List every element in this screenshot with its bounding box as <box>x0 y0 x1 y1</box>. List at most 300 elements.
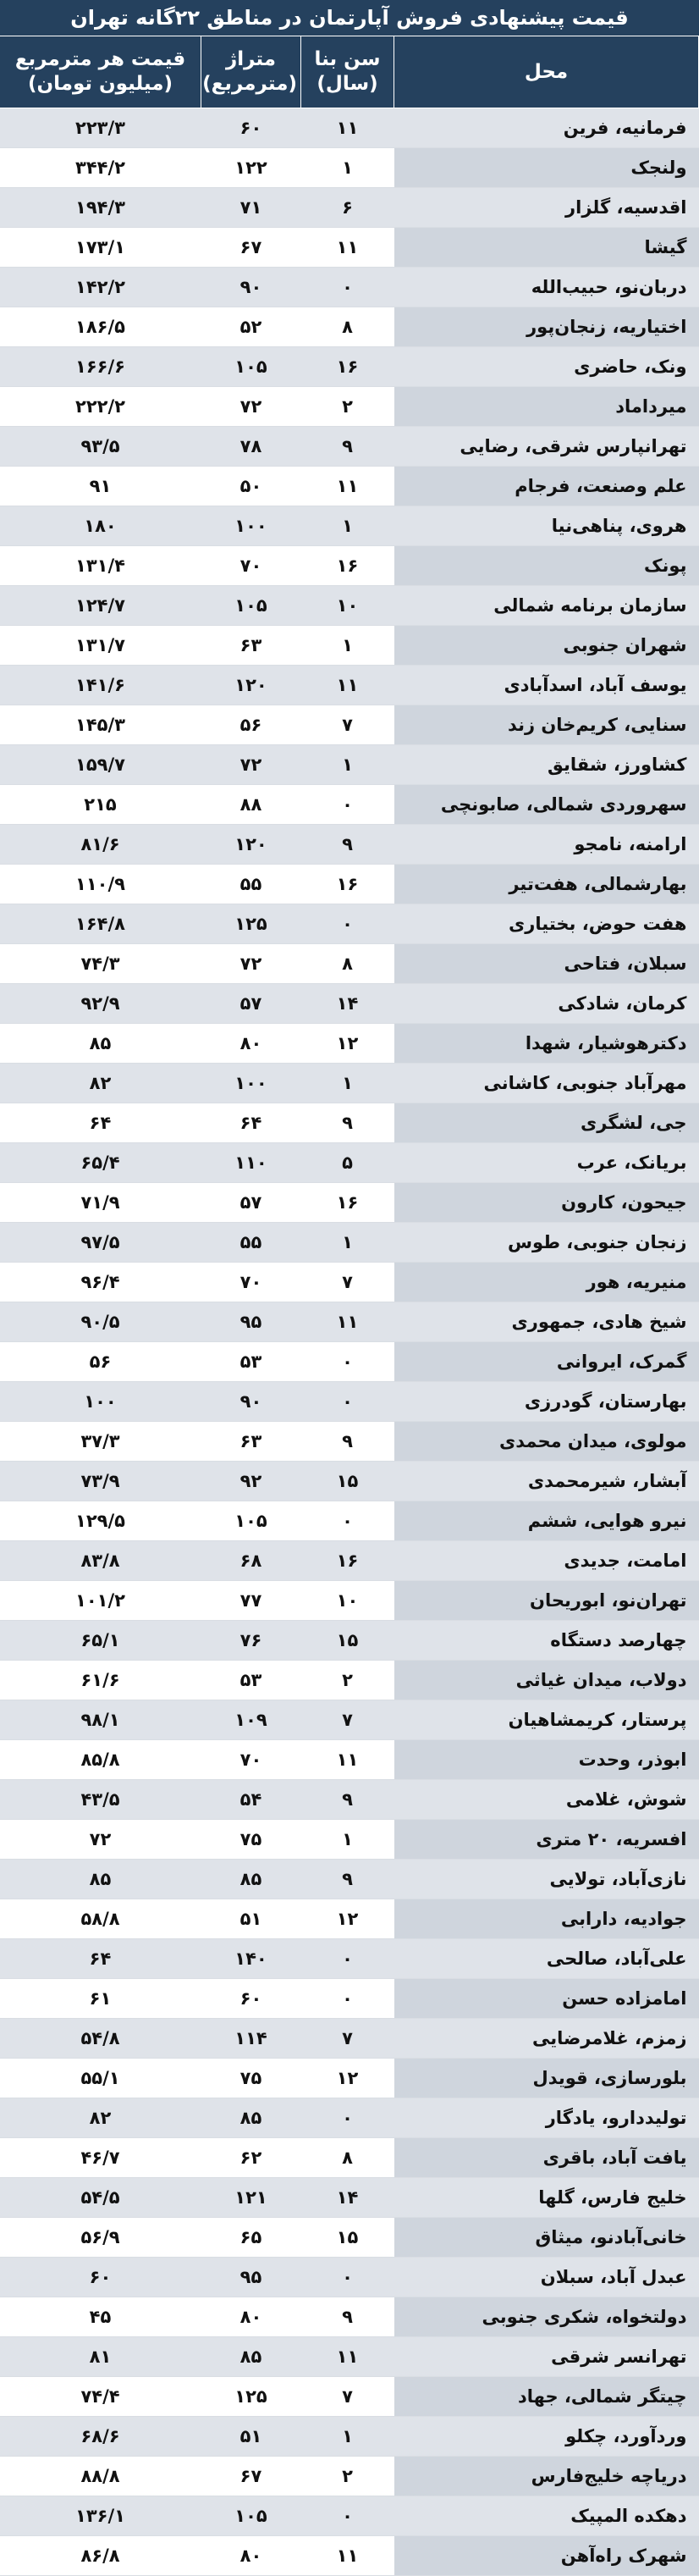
location-cell: تهرانپارس شرقی، رضایی <box>394 427 699 467</box>
area-cell: ۵۷ <box>201 984 301 1024</box>
table-row <box>0 944 699 984</box>
location-cell: دولتخواه، شکری جنوبی <box>394 2297 699 2337</box>
area-cell: ۱۲۰ <box>201 666 301 705</box>
building-age-cell: ۱ <box>301 1064 394 1103</box>
area-cell: ۶۷ <box>201 2457 301 2496</box>
building-age-cell: ۷ <box>301 2019 394 2059</box>
location-cell: منیریه، هور <box>394 1263 699 1302</box>
area-cell: ۱۲۵ <box>201 904 301 944</box>
location-cell: چهارصد دستگاه <box>394 1621 699 1661</box>
price-cell: ۵۸/۸ <box>0 1899 201 1939</box>
price-cell: ۶۴ <box>0 1103 201 1143</box>
table-row <box>0 467 699 506</box>
table-row <box>0 1700 699 1740</box>
location-cell: ولنجک <box>394 148 699 188</box>
location-cell: هفت حوض، بختیاری <box>394 904 699 944</box>
location-cell: آبشار، شیرمحمدی <box>394 1462 699 1501</box>
area-cell: ۱۰۵ <box>201 2496 301 2536</box>
building-age-cell: ۱۶ <box>301 546 394 586</box>
table-row <box>0 1899 699 1939</box>
price-cell: ۹۳/۵ <box>0 427 201 467</box>
table-row <box>0 2138 699 2178</box>
area-cell: ۸۸ <box>201 785 301 825</box>
area-cell: ۵۷ <box>201 1183 301 1223</box>
location-cell: علم وصنعت، فرجام <box>394 467 699 506</box>
table-row <box>0 1740 699 1780</box>
table-row <box>0 1223 699 1263</box>
price-cell: ۱۴۲/۲ <box>0 268 201 307</box>
building-age-cell: ۰ <box>301 2258 394 2297</box>
building-age-cell: ۰ <box>301 2496 394 2536</box>
area-cell: ۶۸ <box>201 1541 301 1581</box>
location-cell: شهران جنوبی <box>394 626 699 666</box>
building-age-cell: ۰ <box>301 1939 394 1979</box>
table-row <box>0 268 699 307</box>
area-cell: ۸۵ <box>201 2098 301 2138</box>
header-row <box>0 36 699 108</box>
area-cell: ۶۳ <box>201 1422 301 1462</box>
area-cell: ۷۰ <box>201 1740 301 1780</box>
table-row <box>0 228 699 268</box>
location-cell: تهرانسر شرقی <box>394 2337 699 2377</box>
price-cell: ۸۵ <box>0 1860 201 1899</box>
area-cell: ۶۲ <box>201 2138 301 2178</box>
price-cell: ۸۶/۸ <box>0 2536 201 2576</box>
price-cell: ۱۵۹/۷ <box>0 745 201 785</box>
location-cell: میرداماد <box>394 387 699 427</box>
table-row <box>0 347 699 387</box>
price-cell: ۹۰/۵ <box>0 1302 201 1342</box>
location-cell: بهارستان، گودرزی <box>394 1382 699 1422</box>
header-location: محل <box>394 36 699 108</box>
price-cell: ۵۴/۵ <box>0 2178 201 2218</box>
area-cell: ۹۰ <box>201 1382 301 1422</box>
price-cell: ۵۵/۱ <box>0 2059 201 2098</box>
area-cell: ۷۱ <box>201 188 301 228</box>
building-age-cell: ۱۱ <box>301 2337 394 2377</box>
location-cell: کرمان، شادکی <box>394 984 699 1024</box>
building-age-cell: ۲ <box>301 1661 394 1700</box>
area-cell: ۱۲۵ <box>201 2377 301 2417</box>
price-cell: ۸۵/۸ <box>0 1740 201 1780</box>
price-cell: ۷۴/۴ <box>0 2377 201 2417</box>
location-cell: علی‌آباد، صالحی <box>394 1939 699 1979</box>
building-age-cell: ۷ <box>301 705 394 745</box>
table-row <box>0 2218 699 2258</box>
area-cell: ۱۴۰ <box>201 1939 301 1979</box>
location-cell: جی، لشگری <box>394 1103 699 1143</box>
price-cell: ۸۸/۸ <box>0 2457 201 2496</box>
location-cell: وردآورد، چکلو <box>394 2417 699 2457</box>
table-row <box>0 2496 699 2536</box>
location-cell: شوش، غلامی <box>394 1780 699 1820</box>
table-row <box>0 1024 699 1064</box>
table-row <box>0 1820 699 1860</box>
header-price-per-sqm: قیمت هر مترمربع (میلیون تومان) <box>0 36 201 108</box>
building-age-cell: ۱۵ <box>301 1462 394 1501</box>
building-age-cell: ۰ <box>301 904 394 944</box>
building-age-cell: ۲ <box>301 2457 394 2496</box>
location-cell: جیحون، کارون <box>394 1183 699 1223</box>
price-cell: ۵۴/۸ <box>0 2019 201 2059</box>
area-cell: ۷۶ <box>201 1621 301 1661</box>
table-row <box>0 626 699 666</box>
building-age-cell: ۸ <box>301 2138 394 2178</box>
price-cell: ۱۲۴/۷ <box>0 586 201 626</box>
table-row <box>0 1342 699 1382</box>
area-cell: ۷۰ <box>201 1263 301 1302</box>
area-cell: ۸۵ <box>201 1860 301 1899</box>
area-cell: ۶۴ <box>201 1103 301 1143</box>
location-cell: سنایی، کریم‌خان زند <box>394 705 699 745</box>
price-cell: ۱۸۰ <box>0 506 201 546</box>
building-age-cell: ۱ <box>301 148 394 188</box>
table-row <box>0 2417 699 2457</box>
price-cell: ۱۱۰/۹ <box>0 865 201 904</box>
building-age-cell: ۹ <box>301 825 394 865</box>
building-age-cell: ۱۱ <box>301 108 394 148</box>
area-cell: ۱۱۰ <box>201 1143 301 1183</box>
table-row <box>0 2377 699 2417</box>
location-cell: امامزاده حسن <box>394 1979 699 2019</box>
price-cell: ۱۶۶/۶ <box>0 347 201 387</box>
area-cell: ۵۵ <box>201 1223 301 1263</box>
location-cell: اقدسیه، گلزار <box>394 188 699 228</box>
price-cell: ۸۵ <box>0 1024 201 1064</box>
price-cell: ۸۱ <box>0 2337 201 2377</box>
area-cell: ۱۲۰ <box>201 825 301 865</box>
area-cell: ۷۷ <box>201 1581 301 1621</box>
location-cell: یافت آباد، باقری <box>394 2138 699 2178</box>
table-row <box>0 1581 699 1621</box>
price-cell: ۱۳۱/۴ <box>0 546 201 586</box>
location-cell: تهران‌نو، ابوریحان <box>394 1581 699 1621</box>
table-row <box>0 307 699 347</box>
location-cell: بریانک، عرب <box>394 1143 699 1183</box>
price-cell: ۱۹۴/۳ <box>0 188 201 228</box>
location-cell: زنجان جنوبی، طوس <box>394 1223 699 1263</box>
building-age-cell: ۱۲ <box>301 2059 394 2098</box>
location-cell: دهکده المپیک <box>394 2496 699 2536</box>
area-cell: ۱۰۵ <box>201 1501 301 1541</box>
building-age-cell: ۰ <box>301 2098 394 2138</box>
building-age-cell: ۱۱ <box>301 1302 394 1342</box>
area-cell: ۸۵ <box>201 2337 301 2377</box>
building-age-cell: ۷ <box>301 1700 394 1740</box>
area-cell: ۷۲ <box>201 745 301 785</box>
building-age-cell: ۸ <box>301 944 394 984</box>
table-row <box>0 1501 699 1541</box>
location-cell: نازی‌آباد، تولایی <box>394 1860 699 1899</box>
area-cell: ۵۱ <box>201 2417 301 2457</box>
table-title: قیمت پیشنهادی فروش آپارتمان در مناطق ۲۲گانه تهران <box>0 0 699 36</box>
price-cell: ۶۸/۶ <box>0 2417 201 2457</box>
header-building-age: سن بنا (سال) <box>301 36 394 108</box>
table-row <box>0 1541 699 1581</box>
price-cell: ۲۱۵ <box>0 785 201 825</box>
building-age-cell: ۹ <box>301 1103 394 1143</box>
price-cell: ۱۲۹/۵ <box>0 1501 201 1541</box>
building-age-cell: ۷ <box>301 1263 394 1302</box>
building-age-cell: ۲ <box>301 387 394 427</box>
table-row <box>0 904 699 944</box>
table-row <box>0 705 699 745</box>
building-age-cell: ۷ <box>301 2377 394 2417</box>
building-age-cell: ۱ <box>301 626 394 666</box>
table-row <box>0 2457 699 2496</box>
table-row <box>0 108 699 148</box>
table-row <box>0 1302 699 1342</box>
area-cell: ۷۰ <box>201 546 301 586</box>
table-row <box>0 2019 699 2059</box>
location-cell: مهرآباد جنوبی، کاشانی <box>394 1064 699 1103</box>
table-row <box>0 1263 699 1302</box>
price-cell: ۷۲ <box>0 1820 201 1860</box>
price-cell: ۶۵/۴ <box>0 1143 201 1183</box>
building-age-cell: ۹ <box>301 1422 394 1462</box>
table-row <box>0 2178 699 2218</box>
area-cell: ۶۵ <box>201 2218 301 2258</box>
location-cell: افسریه، ۲۰ متری <box>394 1820 699 1860</box>
location-cell: مولوی، میدان محمدی <box>394 1422 699 1462</box>
price-cell: ۶۵/۱ <box>0 1621 201 1661</box>
table-row <box>0 1462 699 1501</box>
location-cell: زمزم، غلامرضایی <box>394 2019 699 2059</box>
building-age-cell: ۱۶ <box>301 347 394 387</box>
location-cell: بلورسازی، قویدل <box>394 2059 699 2098</box>
table-row <box>0 1621 699 1661</box>
location-cell: دکترهوشیار، شهدا <box>394 1024 699 1064</box>
table-row <box>0 2297 699 2337</box>
price-cell: ۷۴/۳ <box>0 944 201 984</box>
table-row <box>0 1064 699 1103</box>
location-cell: سازمان برنامه شمالی <box>394 586 699 626</box>
location-cell: خلیج فارس، گلها <box>394 2178 699 2218</box>
price-cell: ۲۲۳/۳ <box>0 108 201 148</box>
table-row <box>0 427 699 467</box>
area-cell: ۷۲ <box>201 387 301 427</box>
building-age-cell: ۱ <box>301 1820 394 1860</box>
location-cell: شهرک راه‌آهن <box>394 2536 699 2576</box>
building-age-cell: ۱۴ <box>301 984 394 1024</box>
table-row <box>0 1780 699 1820</box>
area-cell: ۵۶ <box>201 705 301 745</box>
table-row <box>0 2337 699 2377</box>
area-cell: ۶۷ <box>201 228 301 268</box>
building-age-cell: ۱۱ <box>301 1740 394 1780</box>
table-row <box>0 2059 699 2098</box>
building-age-cell: ۸ <box>301 307 394 347</box>
location-cell: ونک، حاضری <box>394 347 699 387</box>
location-cell: جوادیه، دارابی <box>394 1899 699 1939</box>
table-row <box>0 865 699 904</box>
price-cell: ۷۳/۹ <box>0 1462 201 1501</box>
building-age-cell: ۱ <box>301 745 394 785</box>
location-cell: دولاب، میدان غیاثی <box>394 1661 699 1700</box>
table-row <box>0 387 699 427</box>
area-cell: ۷۸ <box>201 427 301 467</box>
area-cell: ۸۰ <box>201 1024 301 1064</box>
table-row <box>0 825 699 865</box>
area-cell: ۹۰ <box>201 268 301 307</box>
location-cell: تولیددارو، یادگار <box>394 2098 699 2138</box>
building-age-cell: ۹ <box>301 1860 394 1899</box>
area-cell: ۹۵ <box>201 1302 301 1342</box>
table-row <box>0 586 699 626</box>
price-cell: ۱۸۶/۵ <box>0 307 201 347</box>
building-age-cell: ۰ <box>301 1342 394 1382</box>
area-cell: ۶۰ <box>201 1979 301 2019</box>
building-age-cell: ۱ <box>301 1223 394 1263</box>
area-cell: ۷۵ <box>201 2059 301 2098</box>
price-cell: ۹۸/۱ <box>0 1700 201 1740</box>
apartment-price-table <box>0 36 699 2576</box>
building-age-cell: ۱۲ <box>301 1024 394 1064</box>
price-cell: ۱۳۱/۷ <box>0 626 201 666</box>
table-row <box>0 785 699 825</box>
table-row <box>0 188 699 228</box>
location-cell: گمرک، ایروانی <box>394 1342 699 1382</box>
location-cell: هروی، پناهی‌نیا <box>394 506 699 546</box>
location-cell: دربان‌نو، حبیب‌الله <box>394 268 699 307</box>
building-age-cell: ۱۶ <box>301 1541 394 1581</box>
building-age-cell: ۱۱ <box>301 666 394 705</box>
area-cell: ۱۲۲ <box>201 148 301 188</box>
building-age-cell: ۱۰ <box>301 1581 394 1621</box>
building-age-cell: ۱ <box>301 506 394 546</box>
price-cell: ۹۱ <box>0 467 201 506</box>
area-cell: ۵۲ <box>201 307 301 347</box>
table-row <box>0 1382 699 1422</box>
price-cell: ۲۲۲/۲ <box>0 387 201 427</box>
building-age-cell: ۱۱ <box>301 228 394 268</box>
price-cell: ۹۲/۹ <box>0 984 201 1024</box>
building-age-cell: ۵ <box>301 1143 394 1183</box>
building-age-cell: ۱۰ <box>301 586 394 626</box>
building-age-cell: ۶ <box>301 188 394 228</box>
building-age-cell: ۱۶ <box>301 1183 394 1223</box>
location-cell: ابوذر، وحدت <box>394 1740 699 1780</box>
table-row <box>0 506 699 546</box>
building-age-cell: ۱۵ <box>301 2218 394 2258</box>
price-cell: ۱۴۵/۳ <box>0 705 201 745</box>
location-cell: فرمانیه، فرین <box>394 108 699 148</box>
area-cell: ۱۰۰ <box>201 1064 301 1103</box>
area-cell: ۶۳ <box>201 626 301 666</box>
location-cell: ارامنه، نامجو <box>394 825 699 865</box>
building-age-cell: ۰ <box>301 1501 394 1541</box>
building-age-cell: ۱۶ <box>301 865 394 904</box>
table-row <box>0 745 699 785</box>
price-cell: ۱۴۱/۶ <box>0 666 201 705</box>
area-cell: ۹۵ <box>201 2258 301 2297</box>
location-cell: پرستار، کریمشاهیان <box>394 1700 699 1740</box>
price-cell: ۸۲ <box>0 1064 201 1103</box>
table-row <box>0 1422 699 1462</box>
table-row <box>0 1143 699 1183</box>
table-row <box>0 1860 699 1899</box>
price-cell: ۸۳/۸ <box>0 1541 201 1581</box>
price-cell: ۷۱/۹ <box>0 1183 201 1223</box>
area-cell: ۶۰ <box>201 108 301 148</box>
price-cell: ۱۳۶/۱ <box>0 2496 201 2536</box>
price-cell: ۱۶۴/۸ <box>0 904 201 944</box>
location-cell: گیشا <box>394 228 699 268</box>
location-cell: امامت، جدیدی <box>394 1541 699 1581</box>
area-cell: ۵۳ <box>201 1342 301 1382</box>
price-cell: ۹۷/۵ <box>0 1223 201 1263</box>
header-area: متراژ (مترمربع) <box>201 36 301 108</box>
location-cell: خانی‌آبادنو، میثاق <box>394 2218 699 2258</box>
price-cell: ۴۵ <box>0 2297 201 2337</box>
table-row <box>0 984 699 1024</box>
area-cell: ۱۰۹ <box>201 1700 301 1740</box>
price-cell: ۶۱/۶ <box>0 1661 201 1700</box>
building-age-cell: ۰ <box>301 268 394 307</box>
area-cell: ۱۲۱ <box>201 2178 301 2218</box>
price-cell: ۶۱ <box>0 1979 201 2019</box>
location-cell: چیتگر شمالی، جهاد <box>394 2377 699 2417</box>
table-row <box>0 1183 699 1223</box>
location-cell: دریاچه خلیج‌فارس <box>394 2457 699 2496</box>
price-cell: ۳۷/۳ <box>0 1422 201 1462</box>
table-row <box>0 666 699 705</box>
area-cell: ۱۰۵ <box>201 347 301 387</box>
building-age-cell: ۱۲ <box>301 1899 394 1939</box>
table-row <box>0 148 699 188</box>
price-cell: ۹۶/۴ <box>0 1263 201 1302</box>
building-age-cell: ۹ <box>301 427 394 467</box>
location-cell: یوسف آباد، اسدآبادی <box>394 666 699 705</box>
price-cell: ۱۰۰ <box>0 1382 201 1422</box>
area-cell: ۱۰۰ <box>201 506 301 546</box>
area-cell: ۱۰۵ <box>201 586 301 626</box>
area-cell: ۸۰ <box>201 2536 301 2576</box>
building-age-cell: ۹ <box>301 1780 394 1820</box>
location-cell: سهروردی شمالی، صابونچی <box>394 785 699 825</box>
price-cell: ۶۴ <box>0 1939 201 1979</box>
building-age-cell: ۱۱ <box>301 467 394 506</box>
area-cell: ۵۵ <box>201 865 301 904</box>
area-cell: ۱۱۴ <box>201 2019 301 2059</box>
building-age-cell: ۰ <box>301 1979 394 2019</box>
price-cell: ۸۲ <box>0 2098 201 2138</box>
location-cell: بهارشمالی، هفت‌تیر <box>394 865 699 904</box>
area-cell: ۷۲ <box>201 944 301 984</box>
price-cell: ۳۴۴/۲ <box>0 148 201 188</box>
location-cell: کشاورز، شقایق <box>394 745 699 785</box>
table-row <box>0 1939 699 1979</box>
location-cell: سبلان، فتاحی <box>394 944 699 984</box>
table-row <box>0 2258 699 2297</box>
location-cell: پونک <box>394 546 699 586</box>
area-cell: ۹۲ <box>201 1462 301 1501</box>
table-row <box>0 546 699 586</box>
table-row <box>0 2098 699 2138</box>
building-age-cell: ۹ <box>301 2297 394 2337</box>
price-cell: ۴۶/۷ <box>0 2138 201 2178</box>
price-cell: ۵۶/۹ <box>0 2218 201 2258</box>
table-row <box>0 1979 699 2019</box>
table-row <box>0 1661 699 1700</box>
area-cell: ۵۰ <box>201 467 301 506</box>
building-age-cell: ۰ <box>301 785 394 825</box>
location-cell: نیرو هوایی، ششم <box>394 1501 699 1541</box>
price-cell: ۱۰۱/۲ <box>0 1581 201 1621</box>
location-cell: عبدل آباد، سبلان <box>394 2258 699 2297</box>
price-cell: ۸۱/۶ <box>0 825 201 865</box>
area-cell: ۸۰ <box>201 2297 301 2337</box>
